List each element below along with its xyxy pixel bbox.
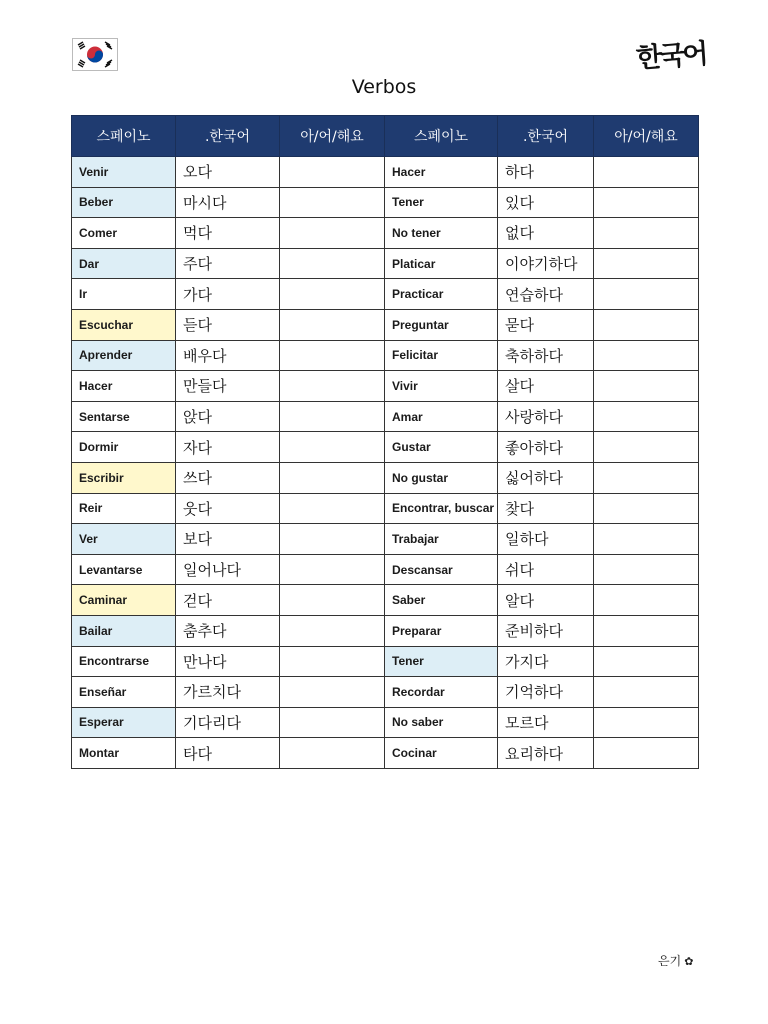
spanish-verb-cell: Esperar — [72, 707, 176, 738]
korean-flag-icon — [72, 38, 118, 71]
table-header-row — [72, 116, 699, 157]
signature-text: 은기 — [658, 954, 682, 968]
conjugation-blank-cell — [594, 554, 699, 585]
table-row — [72, 371, 699, 402]
spanish-verb-cell: Comer — [72, 218, 176, 249]
conjugation-blank-cell — [594, 738, 699, 769]
conjugation-blank-cell — [594, 187, 699, 218]
spanish-verb-cell: Hacer — [385, 157, 498, 188]
spanish-verb-cell: Gustar — [385, 432, 498, 463]
table-row — [72, 157, 699, 188]
spanish-verb-cell: Practicar — [385, 279, 498, 310]
korean-verb-cell: 축하하다 — [498, 340, 594, 371]
spanish-verb-cell: Tener — [385, 187, 498, 218]
spanish-verb-cell: Caminar — [72, 585, 176, 616]
table-row — [72, 309, 699, 340]
spanish-verb-cell: Platicar — [385, 248, 498, 279]
table-row — [72, 432, 699, 463]
table-row — [72, 677, 699, 708]
table-row — [72, 248, 699, 279]
spanish-verb-cell: Descansar — [385, 554, 498, 585]
conjugation-blank-cell — [594, 218, 699, 249]
spanish-verb-cell: Vivir — [385, 371, 498, 402]
korean-verb-cell: 없다 — [498, 218, 594, 249]
spanish-verb-cell: Reir — [72, 493, 176, 524]
conjugation-blank-cell — [280, 615, 385, 646]
spanish-verb-cell: Enseñar — [72, 677, 176, 708]
spanish-verb-cell: Ver — [72, 524, 176, 555]
table-row — [72, 279, 699, 310]
korean-verb-cell: 사랑하다 — [498, 401, 594, 432]
spanish-verb-cell: Sentarse — [72, 401, 176, 432]
conjugation-blank-cell — [280, 279, 385, 310]
conjugation-blank-cell — [280, 738, 385, 769]
conjugation-blank-cell — [280, 585, 385, 616]
conjugation-blank-cell — [594, 248, 699, 279]
korean-verb-cell: 가다 — [176, 279, 280, 310]
korean-verb-cell: 먹다 — [176, 218, 280, 249]
conjugation-blank-cell — [280, 309, 385, 340]
conjugation-blank-cell — [280, 340, 385, 371]
korean-verb-cell: 쓰다 — [176, 462, 280, 493]
korean-verb-cell: 하다 — [498, 157, 594, 188]
header-spanish-2: 스페이노 — [385, 116, 498, 157]
conjugation-blank-cell — [594, 279, 699, 310]
conjugation-blank-cell — [594, 707, 699, 738]
korean-verb-cell: 요리하다 — [498, 738, 594, 769]
korean-verb-cell: 주다 — [176, 248, 280, 279]
table-row — [72, 738, 699, 769]
korean-verb-cell: 쉬다 — [498, 554, 594, 585]
conjugation-blank-cell — [594, 524, 699, 555]
spanish-verb-cell: Escribir — [72, 462, 176, 493]
conjugation-blank-cell — [594, 585, 699, 616]
spanish-verb-cell: No tener — [385, 218, 498, 249]
table-row — [72, 615, 699, 646]
korean-verb-cell: 듣다 — [176, 309, 280, 340]
spanish-verb-cell: Saber — [385, 585, 498, 616]
conjugation-blank-cell — [280, 677, 385, 708]
spanish-verb-cell: Beber — [72, 187, 176, 218]
header-korean-2: .한국어 — [498, 116, 594, 157]
conjugation-blank-cell — [280, 187, 385, 218]
korean-verb-cell: 타다 — [176, 738, 280, 769]
korean-verb-cell: 마시다 — [176, 187, 280, 218]
table-row — [72, 340, 699, 371]
spanish-verb-cell: No gustar — [385, 462, 498, 493]
conjugation-blank-cell — [280, 462, 385, 493]
korean-verb-cell: 좋아하다 — [498, 432, 594, 463]
korean-verb-cell: 기억하다 — [498, 677, 594, 708]
header-conjugation-2: 아/어/해요 — [594, 116, 699, 157]
korean-verb-cell: 기다리다 — [176, 707, 280, 738]
korean-verb-cell: 오다 — [176, 157, 280, 188]
korean-verb-cell: 묻다 — [498, 309, 594, 340]
korean-verb-cell: 걷다 — [176, 585, 280, 616]
spanish-verb-cell: Preguntar — [385, 309, 498, 340]
table-row — [72, 646, 699, 677]
korean-verb-cell: 웃다 — [176, 493, 280, 524]
conjugation-blank-cell — [280, 401, 385, 432]
korean-verb-cell: 싫어하다 — [498, 462, 594, 493]
korean-verb-cell: 알다 — [498, 585, 594, 616]
korean-verb-cell: 가지다 — [498, 646, 594, 677]
korean-verb-cell: 일하다 — [498, 524, 594, 555]
conjugation-blank-cell — [280, 157, 385, 188]
spanish-verb-cell: Encontrarse — [72, 646, 176, 677]
signature — [658, 952, 693, 969]
korean-verb-cell: 자다 — [176, 432, 280, 463]
korean-verb-cell: 준비하다 — [498, 615, 594, 646]
conjugation-blank-cell — [594, 401, 699, 432]
korean-verb-cell: 이야기하다 — [498, 248, 594, 279]
conjugation-blank-cell — [594, 462, 699, 493]
table-row — [72, 493, 699, 524]
flower-icon: ✿ — [684, 955, 694, 968]
table-row — [72, 707, 699, 738]
korean-verb-cell: 춤추다 — [176, 615, 280, 646]
conjugation-blank-cell — [280, 524, 385, 555]
table-row — [72, 218, 699, 249]
korean-verb-cell: 앉다 — [176, 401, 280, 432]
korean-verb-cell: 연습하다 — [498, 279, 594, 310]
korean-verb-cell: 보다 — [176, 524, 280, 555]
table-row — [72, 554, 699, 585]
spanish-verb-cell: Cocinar — [385, 738, 498, 769]
conjugation-blank-cell — [280, 554, 385, 585]
spanish-verb-cell: Felicitar — [385, 340, 498, 371]
spanish-verb-cell: Ir — [72, 279, 176, 310]
conjugation-blank-cell — [594, 371, 699, 402]
conjugation-blank-cell — [280, 371, 385, 402]
conjugation-blank-cell — [280, 248, 385, 279]
korean-verb-cell: 찾다 — [498, 493, 594, 524]
spanish-verb-cell: Venir — [72, 157, 176, 188]
conjugation-blank-cell — [594, 432, 699, 463]
table-row — [72, 462, 699, 493]
spanish-verb-cell: Dar — [72, 248, 176, 279]
korean-verb-cell: 만나다 — [176, 646, 280, 677]
conjugation-blank-cell — [594, 157, 699, 188]
spanish-verb-cell: Trabajar — [385, 524, 498, 555]
conjugation-blank-cell — [280, 493, 385, 524]
table-row — [72, 524, 699, 555]
korean-verb-cell: 모르다 — [498, 707, 594, 738]
table-row — [72, 401, 699, 432]
korean-verb-cell: 살다 — [498, 371, 594, 402]
verbs-table — [71, 115, 699, 769]
page-title: Verbos — [351, 76, 417, 98]
korean-verb-cell: 일어나다 — [176, 554, 280, 585]
conjugation-blank-cell — [280, 432, 385, 463]
spanish-verb-cell: Preparar — [385, 615, 498, 646]
spanish-verb-cell: Escuchar — [72, 309, 176, 340]
korean-verb-cell: 가르치다 — [176, 677, 280, 708]
hangul-logo: 한국어 — [635, 38, 707, 75]
spanish-verb-cell: Tener — [385, 646, 498, 677]
spanish-verb-cell: Hacer — [72, 371, 176, 402]
conjugation-blank-cell — [594, 309, 699, 340]
spanish-verb-cell: No saber — [385, 707, 498, 738]
spanish-verb-cell: Bailar — [72, 615, 176, 646]
conjugation-blank-cell — [280, 218, 385, 249]
conjugation-blank-cell — [280, 707, 385, 738]
spanish-verb-cell: Dormir — [72, 432, 176, 463]
korean-verb-cell: 있다 — [498, 187, 594, 218]
spanish-verb-cell: Amar — [385, 401, 498, 432]
korean-verb-cell: 만들다 — [176, 371, 280, 402]
spanish-verb-cell: Aprender — [72, 340, 176, 371]
table-row — [72, 585, 699, 616]
conjugation-blank-cell — [594, 615, 699, 646]
spanish-verb-cell: Levantarse — [72, 554, 176, 585]
conjugation-blank-cell — [594, 493, 699, 524]
header-spanish-1: 스페이노 — [72, 116, 176, 157]
korean-verb-cell: 배우다 — [176, 340, 280, 371]
conjugation-blank-cell — [594, 646, 699, 677]
conjugation-blank-cell — [594, 340, 699, 371]
spanish-verb-cell: Recordar — [385, 677, 498, 708]
conjugation-blank-cell — [594, 677, 699, 708]
header-conjugation-1: 아/어/해요 — [280, 116, 385, 157]
conjugation-blank-cell — [280, 646, 385, 677]
spanish-verb-cell: Montar — [72, 738, 176, 769]
spanish-verb-cell: Encontrar, buscar — [385, 493, 498, 524]
table-row — [72, 187, 699, 218]
header-korean-1: .한국어 — [176, 116, 280, 157]
